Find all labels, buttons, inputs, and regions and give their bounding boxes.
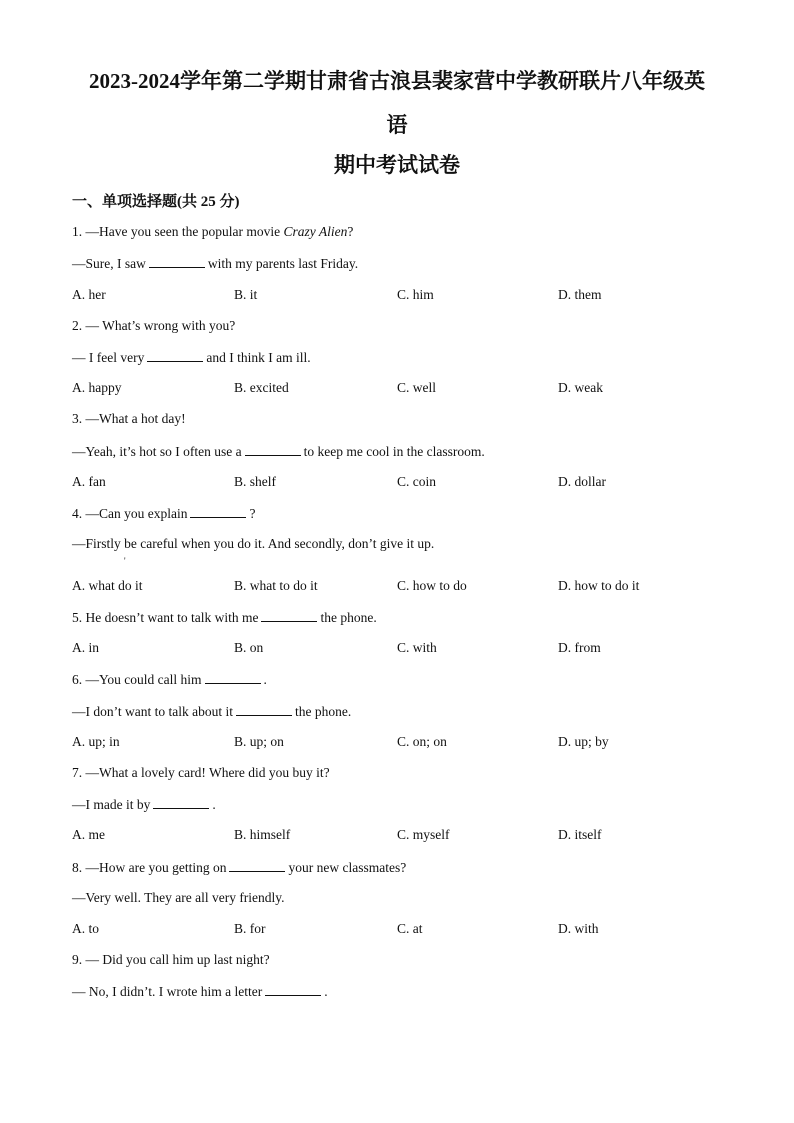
q8-option-d[interactable]: D. with (558, 921, 599, 936)
q1-option-b[interactable]: B. it (234, 287, 258, 302)
answer-blank[interactable] (236, 703, 292, 716)
question-7-stem: 7. —What a lovely card! Where did you buy it? (72, 765, 330, 780)
q4-option-b[interactable]: B. what to do it (234, 578, 318, 593)
q4-option-c[interactable]: C. how to do (397, 578, 467, 593)
q5-option-d[interactable]: D. from (558, 640, 601, 655)
answer-blank[interactable] (205, 671, 261, 684)
q7-option-d[interactable]: D. itself (558, 827, 602, 842)
question-9-stem: 9. — Did you call him up last night? (72, 952, 270, 967)
exam-title-line-2: 语 (386, 113, 408, 137)
q7-option-b[interactable]: B. himself (234, 827, 291, 842)
question-7-answer-line: —I made it by . (72, 797, 216, 812)
question-3-stem: 3. —What a hot day! (72, 411, 186, 426)
question-8-stem: 8. —How are you getting on your new classmates? (72, 860, 407, 875)
answer-blank[interactable] (153, 796, 209, 809)
q6-option-c[interactable]: C. on; on (397, 734, 447, 749)
q3-option-b[interactable]: B. shelf (234, 474, 276, 489)
q2-option-d[interactable]: D. weak (558, 380, 603, 395)
question-8-answer-line: —Very well. They are all very friendly. (72, 890, 285, 905)
q6-option-a[interactable]: A. up; in (72, 734, 120, 749)
exam-title-line-1: 2023-2024学年第二学期甘肃省古浪县裴家营中学教研联片八年级英 (89, 69, 705, 93)
q3-option-a[interactable]: A. fan (72, 474, 106, 489)
question-1-answer-line: —Sure, I saw with my parents last Friday. (72, 256, 359, 271)
answer-blank[interactable] (229, 859, 285, 872)
answer-blank[interactable] (261, 609, 317, 622)
question-4-stem: 4. —Can you explain ? (72, 506, 256, 521)
q4-option-d[interactable]: D. how to do it (558, 578, 640, 593)
question-2-stem: 2. — What’s wrong with you? (72, 318, 236, 333)
q1-option-a[interactable]: A. her (72, 287, 106, 302)
answer-blank[interactable] (149, 255, 205, 268)
q1-option-c[interactable]: C. him (397, 287, 434, 302)
q3-option-d[interactable]: D. dollar (558, 474, 606, 489)
q2-option-c[interactable]: C. well (397, 380, 436, 395)
q5-option-c[interactable]: C. with (397, 640, 437, 655)
q6-option-d[interactable]: D. up; by (558, 734, 609, 749)
q5-option-a[interactable]: A. in (72, 640, 99, 655)
section-heading: 一、单项选择题(共 25 分) (72, 194, 240, 210)
question-6-stem: 6. —You could call him . (72, 672, 267, 687)
q8-option-a[interactable]: A. to (72, 921, 99, 936)
q8-option-b[interactable]: B. for (234, 921, 266, 936)
q1-option-d[interactable]: D. them (558, 287, 602, 302)
question-4-answer-line: —Firstly be careful when you do it. And secondly, don’t give it up. (72, 536, 435, 551)
q4-option-a[interactable]: A. what do it (72, 578, 143, 593)
q2-option-a[interactable]: A. happy (72, 380, 122, 395)
question-5-stem: 5. He doesn’t want to talk with me the phone. (72, 610, 377, 625)
q7-option-c[interactable]: C. myself (397, 827, 450, 842)
answer-blank[interactable] (190, 505, 246, 518)
question-3-answer-line: —Yeah, it’s hot so I often use a to keep me cool in the classroom. (72, 444, 485, 459)
q5-option-b[interactable]: B. on (234, 640, 264, 655)
question-6-answer-line: —I don’t want to talk about it the phone. (72, 704, 352, 719)
answer-blank[interactable] (245, 443, 301, 456)
question-1-stem: 1. —Have you seen the popular movie Crazy Alien? (72, 224, 354, 239)
answer-blank[interactable] (265, 983, 321, 996)
q6-option-b[interactable]: B. up; on (234, 734, 284, 749)
q2-option-b[interactable]: B. excited (234, 380, 289, 395)
exam-title-line-3: 期中考试试卷 (334, 153, 460, 177)
q7-option-a[interactable]: A. me (72, 827, 105, 842)
q3-option-c[interactable]: C. coin (397, 474, 436, 489)
stray-mark: ' (124, 556, 126, 566)
movie-title: Crazy Alien (283, 224, 348, 239)
q8-option-c[interactable]: C. at (397, 921, 423, 936)
question-2-answer-line: — I feel very and I think I am ill. (72, 350, 311, 365)
question-9-answer-line: — No, I didn’t. I wrote him a letter . (72, 984, 328, 999)
answer-blank[interactable] (147, 349, 203, 362)
